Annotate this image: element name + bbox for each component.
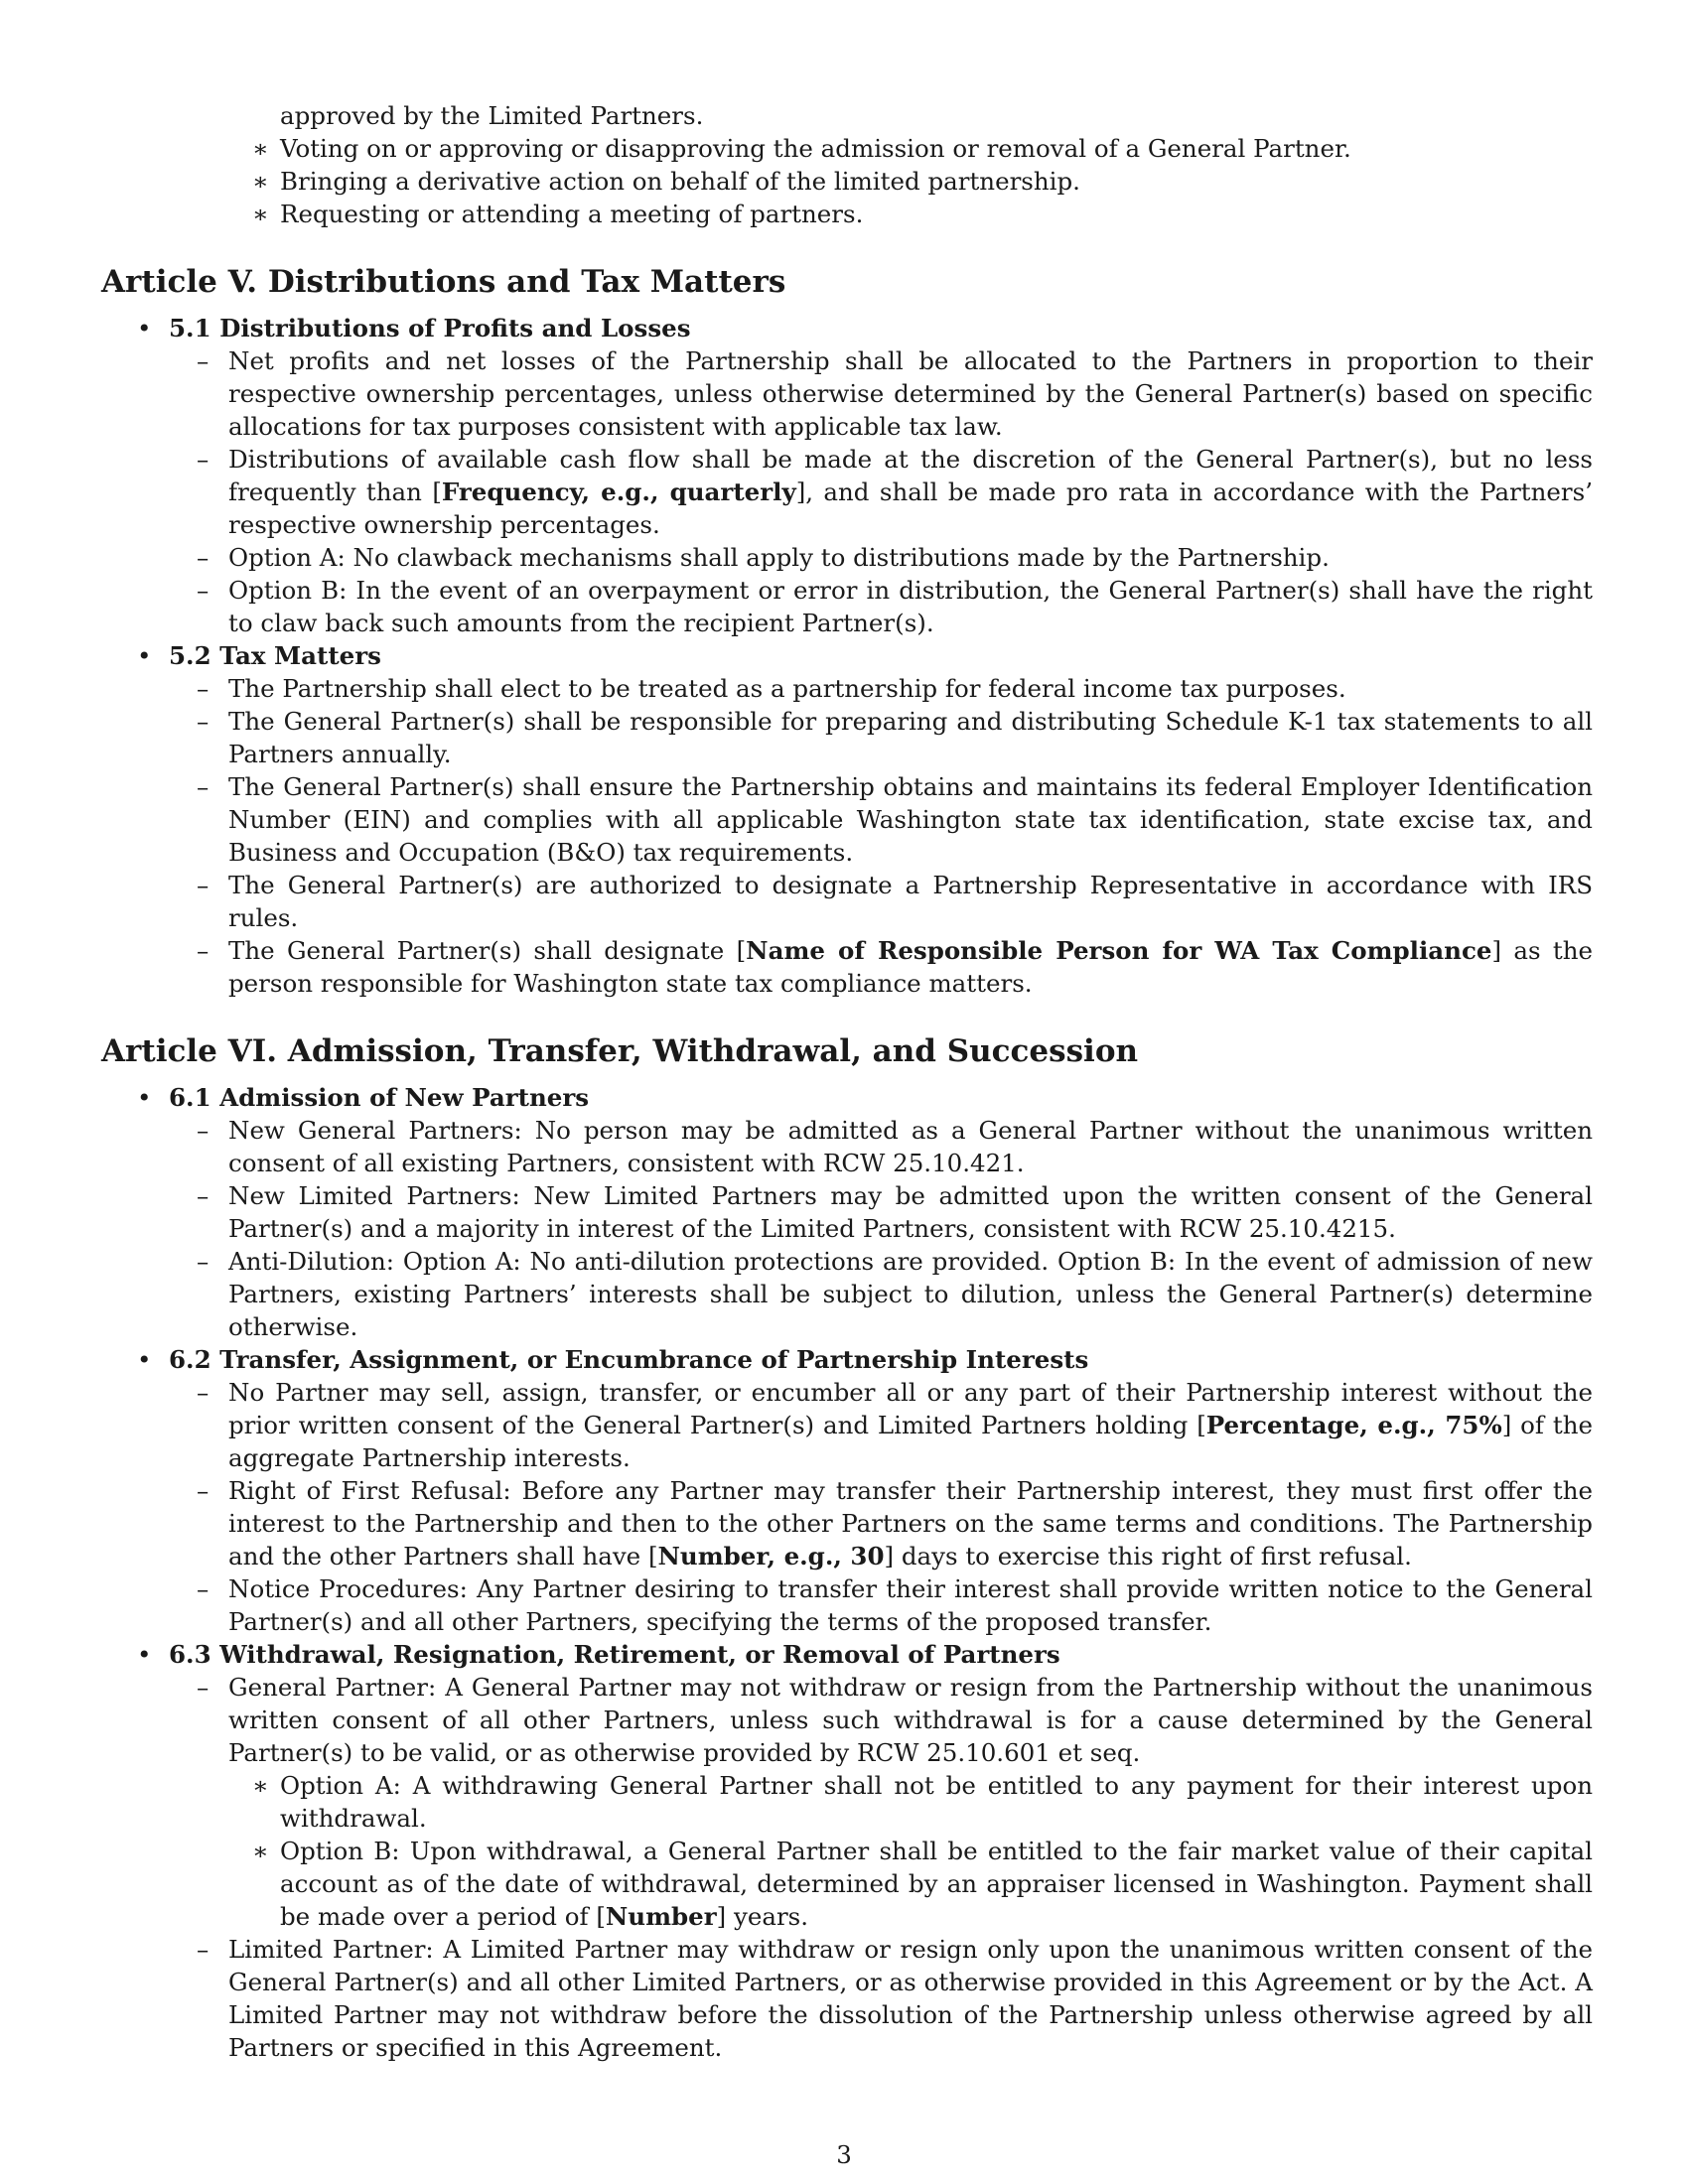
section-title: 6.2 Transfer, Assignment, or Encumbrance of Partnership Interests xyxy=(169,1345,1089,1374)
dash-bullet: – xyxy=(197,1247,210,1276)
placeholder-field: Percentage, e.g., 75% xyxy=(1205,1411,1502,1439)
dash-bullet: – xyxy=(197,1574,210,1603)
list-item: – Anti-Dilution: Option A: No anti-dilution protections are provided. Option B: In the event of admission of new Partners, existing Partners’ interests shall be subject to dilution, unless the General Partner(s) determine otherwise. xyxy=(197,1247,1593,1341)
placeholder-field: Number xyxy=(605,1902,717,1931)
dash-bullet: – xyxy=(197,576,210,605)
list-item: – Option A: No clawback mechanisms shall apply to distributions made by the Partnership. xyxy=(197,543,1330,572)
star-bullet: ∗ xyxy=(252,1837,269,1865)
dash-bullet: – xyxy=(197,936,210,965)
dash-bullet: – xyxy=(197,1116,210,1145)
list-item: – The General Partner(s) shall ensure the Partnership obtains and maintains its federal Employer Identification Number (EIN) and complies with all applicable Washington state tax identification, state excise tax, and Business and Occupation (B&O) tax requirements. xyxy=(197,772,1593,867)
section-title: 6.1 Admission of New Partners xyxy=(169,1083,590,1112)
page-number: 3 xyxy=(836,2140,852,2169)
list-item: ∗ Option B: Upon withdrawal, a General Partner shall be entitled to the fair market value of their capital account as of the date of withdrawal, determined by an appraiser licensed in Washington. Payment shall be made over a period of [Number] years. xyxy=(252,1837,1593,1931)
list-item: – New General Partners: No person may be admitted as a General Partner without the unanimous written consent of all existing Partners, consistent with RCW 25.10.421. xyxy=(197,1116,1593,1177)
section-5-2 xyxy=(101,639,1593,672)
list-item: – The General Partner(s) are authorized to designate a Partnership Representative in accordance with IRS rules. xyxy=(197,871,1593,932)
list-item: – Option B: In the event of an overpayment or error in distribution, the General Partner(s) shall have the right to claw back such amounts from the recipient Partner(s). xyxy=(197,576,1593,637)
list-item: – Distributions of available cash flow shall be made at the discretion of the General Partner(s), but no less frequently than [Frequency, e.g., quarterly], and shall be made pro rata in accordance with the Partners’ respective ownership percentages. xyxy=(197,445,1593,539)
list-item: ∗ Voting on or approving or disapproving the admission or removal of a General Partner. xyxy=(252,134,1351,163)
dash-bullet: – xyxy=(197,1673,210,1702)
dash-bullet: – xyxy=(197,772,210,801)
section-title: 5.2 Tax Matters xyxy=(169,641,381,670)
list-item: – Limited Partner: A Limited Partner may withdraw or resign only upon the unanimous written consent of the General Partner(s) and all other Limited Partners, or as otherwise provided in this Agreement or by the Act. A Limited Partner may not withdraw before the dissolution of the Partnership unless otherwise agreed by all Partners or specified in this Agreement. xyxy=(197,1935,1593,2062)
dash-bullet: – xyxy=(197,1378,210,1407)
list-item: – The Partnership shall elect to be treated as a partnership for federal income tax purposes. xyxy=(197,674,1346,703)
dash-bullet: – xyxy=(197,543,210,572)
dash-bullet: – xyxy=(197,1476,210,1505)
list-item: – New Limited Partners: New Limited Partners may be admitted upon the written consent of the General Partner(s) and a majority in interest of the Limited Partners, consistent with RCW 25.10.4215. xyxy=(197,1181,1593,1243)
section-title: 5.1 Distributions of Profits and Losses xyxy=(169,314,691,342)
section-title: 6.3 Withdrawal, Resignation, Retirement, or Removal of Partners xyxy=(169,1640,1060,1669)
star-bullet: ∗ xyxy=(252,167,269,196)
list-item: – The General Partner(s) shall be responsible for preparing and distributing Schedule K-1 tax statements to all Partners annually. xyxy=(197,707,1593,768)
section-6-3 xyxy=(101,1638,1593,1671)
dash-bullet: – xyxy=(197,1181,210,1210)
list-item: – Notice Procedures: Any Partner desiring to transfer their interest shall provide written notice to the General Partner(s) and all other Partners, specifying the terms of the proposed transfer. xyxy=(197,1574,1593,1636)
list-item: – Right of First Refusal: Before any Partner may transfer their Partnership interest, they must first offer the interest to the Partnership and then to the other Partners on the same terms and conditions. The Partnership and the other Partners shall have [Number, e.g., 30] days to exercise this right of first refusal. xyxy=(197,1476,1593,1570)
round-bullet: • xyxy=(137,1640,152,1669)
dash-bullet: – xyxy=(197,674,210,703)
list-item: – The General Partner(s) shall designate [Name of Responsible Person for WA Tax Compliance] as the person responsible for Washington state tax compliance matters. xyxy=(197,936,1593,998)
dash-bullet: – xyxy=(197,1935,210,1964)
section-5-1 xyxy=(101,312,1593,344)
list-item: – No Partner may sell, assign, transfer, or encumber all or any part of their Partnership interest without the prior written consent of the General Partner(s) and Limited Partners holding [Percentage, e.g., 75%] of the aggregate Partnership interests. xyxy=(197,1378,1593,1472)
dash-bullet: – xyxy=(197,871,210,899)
round-bullet: • xyxy=(137,314,152,342)
star-bullet: ∗ xyxy=(252,1771,269,1800)
placeholder-field: Name of Responsible Person for WA Tax Compliance xyxy=(746,936,1492,965)
list-item: ∗ Option A: A withdrawing General Partner shall not be entitled to any payment for their interest upon withdrawal. xyxy=(252,1771,1593,1833)
dash-bullet: – xyxy=(197,707,210,736)
round-bullet: • xyxy=(137,1345,152,1374)
list-item: ∗ Bringing a derivative action on behalf of the limited partnership. xyxy=(252,167,1080,196)
dash-bullet: – xyxy=(197,346,210,375)
placeholder-field: Frequency, e.g., quarterly xyxy=(441,478,796,506)
article-v-heading: Article V. Distributions and Tax Matters xyxy=(101,264,786,300)
round-bullet: • xyxy=(137,641,152,670)
article-vi-heading: Article VI. Admission, Transfer, Withdrawal, and Succession xyxy=(101,1033,1139,1069)
star-bullet: ∗ xyxy=(252,200,269,228)
list-item-continuation: approved by the Limited Partners. xyxy=(280,101,704,130)
round-bullet: • xyxy=(137,1083,152,1112)
list-item: – Net profits and net losses of the Partnership shall be allocated to the Partners in proportion to their respective ownership percentages, unless otherwise determined by the General Partner(s) based on specific allocations for tax purposes consistent with applicable tax law. xyxy=(197,346,1593,441)
document-page xyxy=(101,99,1593,2064)
placeholder-field: Number, e.g., 30 xyxy=(657,1542,885,1570)
dash-bullet: – xyxy=(197,445,210,474)
star-bullet: ∗ xyxy=(252,134,269,163)
section-6-2 xyxy=(101,1343,1593,1376)
section-6-1 xyxy=(101,1081,1593,1114)
list-item: – General Partner: A General Partner may not withdraw or resign from the Partnership without the unanimous written consent of all other Partners, unless such withdrawal is for a cause determined by the General Partner(s) to be valid, or as otherwise provided by RCW 25.10.601 et seq. xyxy=(197,1673,1593,1767)
list-item: ∗ Requesting or attending a meeting of partners. xyxy=(252,200,864,228)
